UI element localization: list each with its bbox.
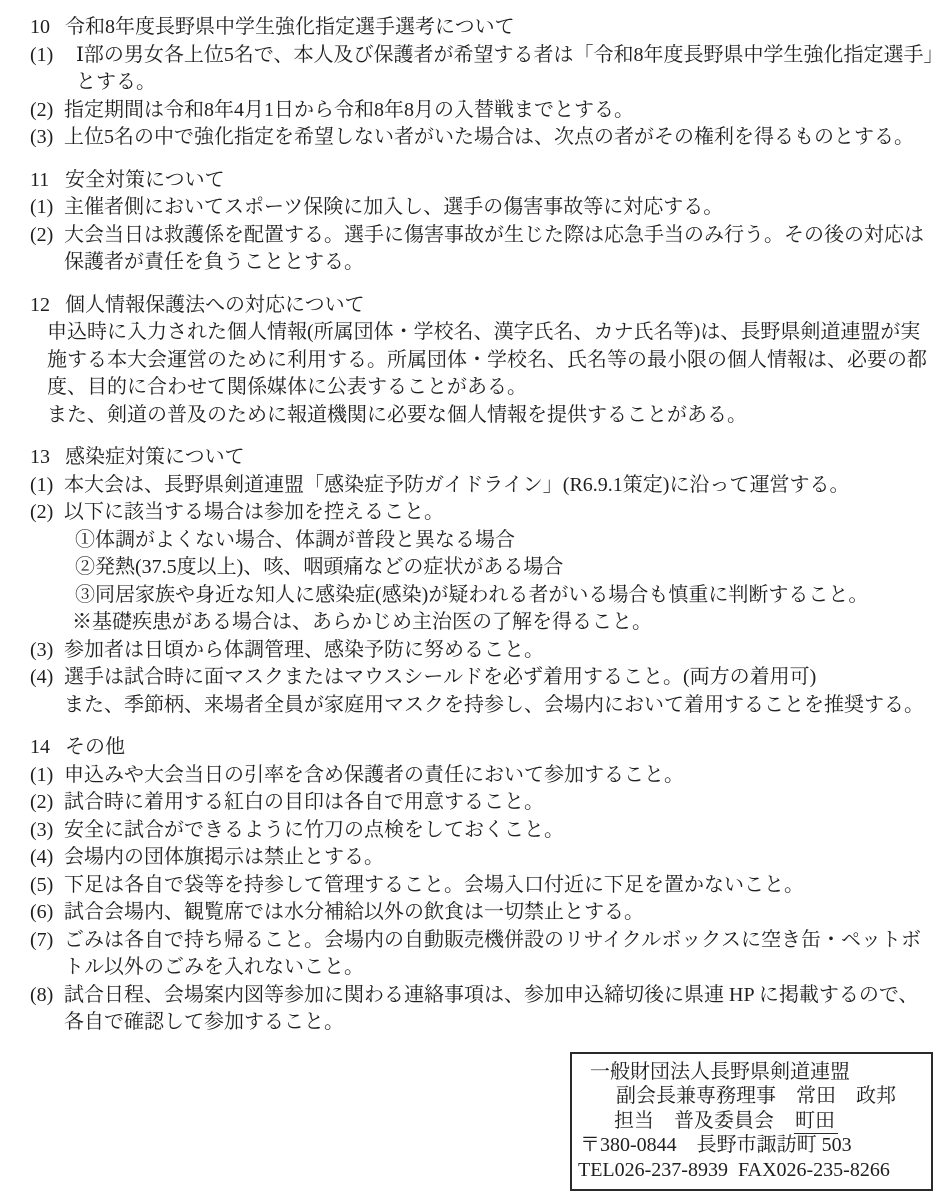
item-label: (2) (30, 791, 54, 813)
list-item (30, 499, 934, 527)
item-text: 主催者側においてスポーツ保険に加入し、選手の傷害事故等に対応する。 (64, 196, 724, 218)
item-label: (3) (30, 126, 54, 148)
item-text: 下足は各自で袋等を持参して管理すること。会場入口付近に下足を置かないこと。 (64, 873, 804, 896)
section-title: 個人情報保護法への対応について (65, 293, 365, 316)
section-number: 11 (30, 168, 50, 191)
charge-prefix: 担当 普及委員会 (614, 1109, 794, 1132)
item-text: 選手は試合時に面マスクまたはマウスシールドを必ず着用すること。(両方の着用可) (64, 666, 817, 688)
item-label: (4) (30, 666, 54, 688)
section-number: 12 (30, 293, 50, 316)
list-item (30, 124, 934, 152)
list-item (30, 42, 934, 97)
section-number: 14 (30, 736, 50, 758)
section-10 (30, 14, 934, 152)
list-item (30, 762, 934, 790)
section-title: 安全対策について (65, 168, 225, 191)
item-text: 試合会場内、観覧席では水分補給以外の飲食は一切禁止とする。 (64, 901, 644, 923)
item-label: (1) (30, 473, 54, 496)
organization-name: 一般財団法人長野県剣道連盟 (590, 1060, 850, 1083)
list-item (30, 637, 934, 665)
section-number: 10 (30, 16, 50, 38)
item-text: 参加者は日頃から体調管理、感染予防に努めること。 (64, 638, 544, 661)
list-item (30, 982, 934, 1037)
section-title: 感染症対策について (65, 446, 245, 468)
list-item (30, 817, 934, 845)
sub-item: ②発熱(37.5度以上)、咳、咽頭痛などの症状がある場合 (75, 556, 564, 578)
tel-number: TEL026-237-8939 (578, 1158, 728, 1181)
list-item (30, 872, 934, 900)
list-item (30, 844, 934, 872)
section-heading (30, 292, 934, 320)
item-label: (7) (30, 928, 54, 951)
tel-fax-line (578, 1158, 923, 1183)
list-item (30, 664, 934, 692)
item-label: (1) (30, 43, 54, 66)
list-item (30, 97, 934, 125)
item-text: Ⅰ部の男女各上位5名で、本人及び保護者が希望する者は「令和8年度長野県中学生強化指定選手」とする。 (76, 43, 934, 93)
footer-contact-box (570, 1052, 933, 1192)
sub-item: ①体調がよくない場合、体調が普段と異なる場合 (75, 528, 515, 551)
section-heading (30, 167, 934, 195)
item-label: (1) (30, 763, 54, 786)
item-text: 本大会は、長野県剣道連盟「感染症予防ガイドライン」(R6.9.1策定)に沿って運営する。 (64, 473, 850, 496)
fax-number: FAX026-235-8266 (737, 1158, 890, 1181)
officer-line: 副会長兼専務理事 常田 政邦 (616, 1085, 896, 1107)
paragraph: また、剣道の普及のために報道機関に必要な個人情報を提供することがある。 (47, 403, 747, 426)
item-text: 指定期間は令和8年4月1日から令和8年8月の入替戦までとする。 (64, 98, 634, 121)
paragraph: 申込時に入力された個人情報(所属団体・学校名、漢字氏名、カナ氏名等)は、長野県剣道連盟が実施する本大会運営のために利用する。所属団体・学校名、氏名等の最小限の個人情報は、必要の都度、目的に合わせて関係媒体に公表することがある。 (47, 321, 927, 398)
note-item: ※基礎疾患がある場合は、あらかじめ主治医の了解を得ること。 (72, 611, 652, 633)
item-label: (3) (30, 818, 54, 841)
section-heading (30, 444, 934, 472)
charge-line (578, 1109, 923, 1134)
item-label: (6) (30, 901, 54, 923)
list-item (30, 899, 934, 927)
item-label: (2) (30, 501, 54, 523)
item-text: ごみは各自で持ち帰ること。会場内の自動販売機併設のリサイクルボックスに空き缶・ペットボトル以外のごみを入れないこと。 (64, 928, 921, 978)
item-text: 大会当日は救護係を配置する。選手に傷害事故が生じた際は応急手当のみ行う。その後の対応は保護者が責任を負うこととする。 (64, 223, 924, 273)
item-text: 上位5名の中で強化指定を希望しない者がいた場合は、次点の者がその権利を得るものとする。 (64, 126, 914, 148)
section-title: 令和8年度長野県中学生強化指定選手選考について (65, 16, 515, 38)
item-label: (5) (30, 873, 54, 896)
item-text: 申込みや大会当日の引率を含め保護者の責任において参加すること。 (64, 763, 684, 786)
section-13 (30, 444, 934, 719)
item-label: (2) (30, 223, 54, 246)
section-12 (30, 292, 934, 430)
list-item (30, 789, 934, 817)
section-heading (30, 734, 934, 762)
section-heading (30, 14, 934, 42)
item-text: 安全に試合ができるように竹刀の点検をしておくこと。 (64, 818, 564, 841)
charge-name-underlined: 町田 (794, 1110, 838, 1134)
item-text: 会場内の団体旗掲示は禁止とする。 (64, 846, 384, 868)
postal-address: 〒380-0844 長野市諏訪町 503 (580, 1134, 852, 1156)
section-number: 13 (30, 446, 50, 468)
list-item (30, 222, 934, 277)
sub-item: ③同居家族や身近な知人に感染症(感染)が疑われる者がいる場合も慎重に判断すること。 (75, 583, 869, 606)
item-label: (4) (30, 846, 54, 868)
section-14 (30, 734, 934, 1037)
item-text: 以下に該当する場合は参加を控えること。 (64, 501, 444, 523)
list-item (30, 472, 934, 500)
item-label: (8) (30, 983, 54, 1006)
item-label: (1) (30, 196, 54, 218)
item-label: (2) (30, 98, 54, 121)
continuation-line: また、季節柄、来場者全員が家庭用マスクを持参し、会場内において着用することを推奨する。 (64, 693, 924, 716)
item-label: (3) (30, 638, 54, 661)
item-text: 試合時に着用する紅白の目印は各自で用意すること。 (64, 791, 544, 813)
section-11 (30, 167, 934, 277)
item-text: 試合日程、会場案内図等参加に関わる連絡事項は、参加申込締切後に県連 HP に掲載するので、各自で確認して参加すること。 (64, 983, 919, 1033)
section-title: その他 (65, 736, 125, 758)
list-item (30, 194, 934, 222)
list-item (30, 927, 934, 982)
